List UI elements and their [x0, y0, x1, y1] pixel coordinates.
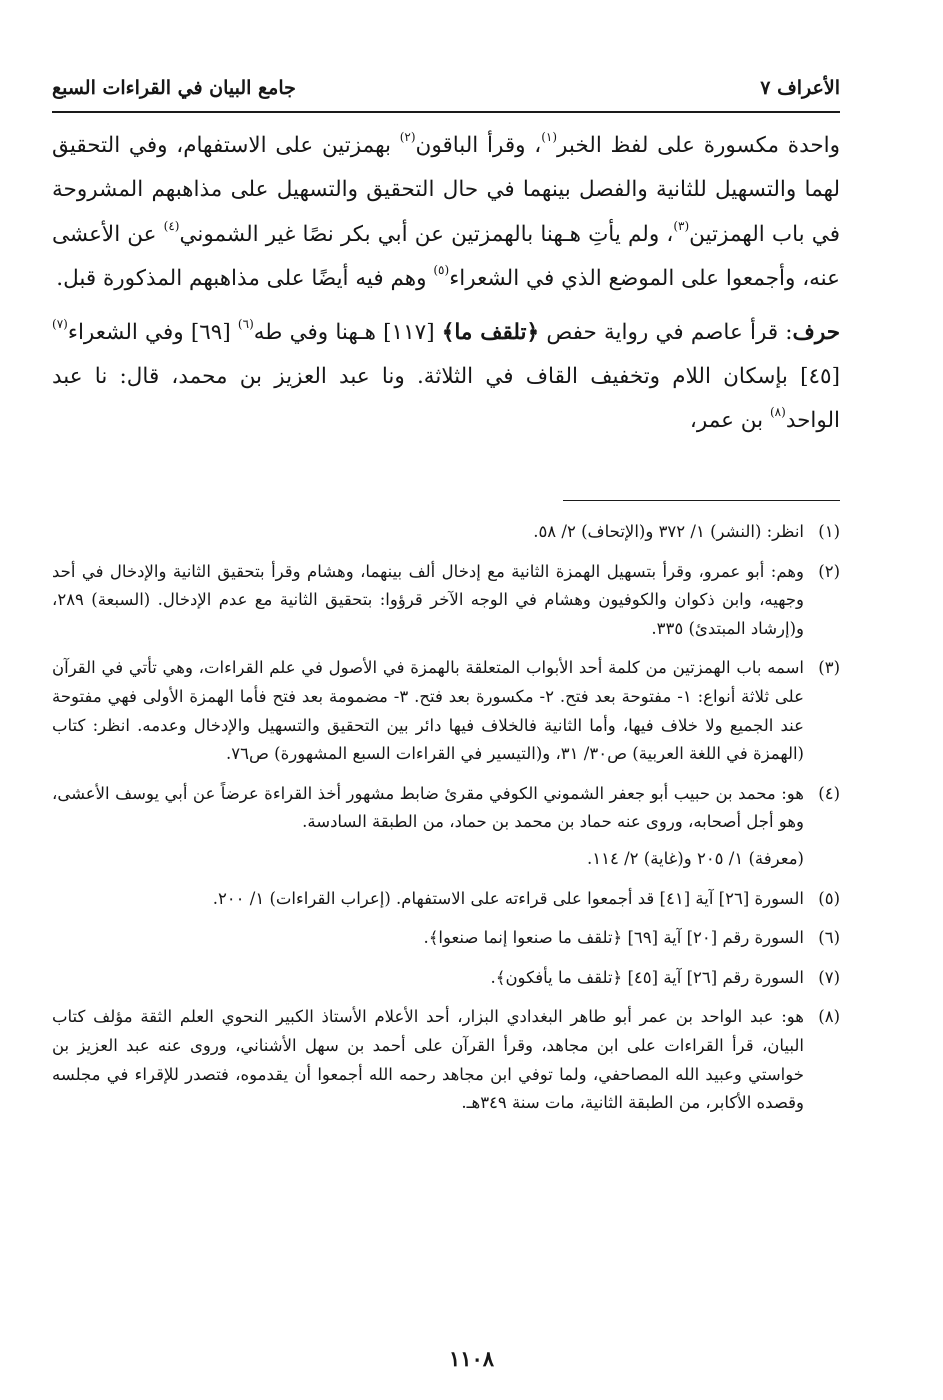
footnote-number: (٤): [818, 783, 840, 803]
footnote-text: انظر: (النشر) ١/ ٣٧٢ و(الإتحاف) ٢/ ٥٨.: [533, 522, 804, 541]
footnote-text: وهم: أبو عمرو، وقرأ بتسهيل الهمزة الثانية مع إدخال ألف بينهما، وهشام وقرأ بتحقيق الثانية والإدخال في أحد وجهيه، وابن ذكوان والكوفيون وهشام في الوجه الآخر قرؤوا: بتحقيق الثانية مع عدم الإدخال. (السبعة) ٢٨٩، و(إرشاد المبتدئ) ٣٣٥.: [52, 561, 804, 638]
footnote: [52, 654, 840, 768]
quran-quote: ﴿تلقف ما﴾: [441, 319, 540, 345]
footnote-marker: (٦): [237, 316, 254, 331]
footnote: [52, 518, 840, 547]
footnote-number: (٣): [818, 658, 840, 678]
footnote-marker: (٧): [52, 316, 68, 331]
footnote-marker: (٤): [163, 218, 180, 233]
section-keyword: حرف: [792, 319, 840, 345]
footnote-text: هو: عبد الواحد بن عمر أبو طاهر البغدادي البزار، أحد الأعلام الأستاذ الكبير النحوي العلم الثقة مؤلف كتاب البيان، قرأ القراءات على ابن مجاهد، وقرأ القرآن على أحمد بن سهل الأشناني، وروى عنه عبد العزيز بن خواستي وعبيد الله المصاحفي، ولما توفي ابن مجاهد رحمه الله أجمعوا أن يقدموه، فتصدر للإقراء في مجلسه وقصده الأكابر، من الطبقة الثانية، مات سنة ٣٤٩هـ.: [52, 1007, 804, 1113]
footnote: [52, 924, 840, 953]
footnote-marker: (١): [541, 130, 558, 144]
footnote-number: (٧): [818, 967, 840, 987]
footnote-marker: (٣): [673, 218, 690, 233]
header-chapter: الأعراف ٧: [760, 77, 840, 99]
footnote-number: (٥): [818, 888, 840, 908]
footnote-text: السورة رقم [٢٦] آية [٤٥] ﴿تلقف ما يأفكون﴾.: [490, 967, 804, 987]
page-number: ١١٠٨: [448, 1346, 495, 1371]
running-header: [52, 68, 840, 108]
footnote-number: (٨): [818, 1007, 840, 1027]
footnote-text: اسمه باب الهمزتين من كلمة أحد الأبواب المتعلقة بالهمزة في الأصول في علم القراءات، وهي تأتي في القرآن على ثلاثة أنواع: ١- مفتوحة بعد فتح. ٢- مكسورة بعد فتح. ٣- مضمومة بعد فتح فأما الهمزة الأولى فهي مفتوحة عند الجميع ولا خلاف فيها، وأما الثانية فالخلاف فيها دائر بين التحقيق والتسهيل والإدخال وعدمه. انظر: كتاب (الهمزة في اللغة العربية) ص٣٠/ ٣١، و(التيسير في القراءات السبع المشهورة) ص٧٦.: [52, 658, 804, 764]
footnote-reference: (معرفة) ١/ ٢٠٥ و(غاية) ٢/ ١١٤.: [586, 848, 804, 868]
footnote-marker: (٨): [769, 405, 786, 420]
footnote-text: السورة [٢٦] آية [٤١] قد أجمعوا على قراءته على الاستفهام. (إعراب القراءات) ١/ ٢٠٠.: [212, 888, 804, 908]
header-rule: [52, 111, 840, 113]
header-book-title: جامع البيان في القراءات السبع: [52, 77, 296, 99]
footnote-marker: (٢): [399, 130, 416, 144]
footnote: [52, 558, 840, 644]
main-text: [52, 124, 840, 444]
main-paragraph-1: واحدة مكسورة على لفظ الخبر$^{(١)}$، وقرأ الباقون$^{(٢)}$ بهمزتين على الاستفهام، وفي التحقيق لهما والتسهيل للثانية والفصل بينهما في حال التحقيق والتسهيل على مذاهبهم المشروحة في باب الهمزتين$^{(٣)}$، ولم يأتِ هـهنا بالهمزتين عن أبي بكر نصًا غير الشموني$^{(٤)}$ عن الأعشى عنه، وأجمعوا على الموضع الذي في الشعراء$^{(٥)}$ وهم فيه أيضًا على مذاهبهم المذكورة قبل.: [52, 130, 841, 292]
footnote-marker: (٥): [433, 263, 450, 278]
footnote-text: السورة رقم [٢٠] آية [٦٩] ﴿تلقف ما صنعوا إنما صنعوا﴾.: [423, 928, 804, 948]
footnote-number: (٢): [818, 561, 840, 581]
footnote-number: (١): [818, 522, 840, 541]
footnote: [52, 1003, 840, 1117]
footnote: [52, 780, 840, 874]
footnote-number: (٦): [818, 928, 840, 948]
footnote: [52, 885, 840, 914]
footnote-separator: [563, 500, 840, 501]
footnote: [52, 964, 840, 993]
footnotes: [52, 518, 840, 1118]
main-paragraph-2: حرف: قرأ عاصم في رواية حفص ﴿تلقف ما﴾ [١١٧] هـهنا وفي طه$^{(٦)}$ [٦٩] وفي الشعراء$^{(٧)}$ [٤٥] بإسكان اللام وتخفيف القاف في الثلاثة. ونا عبد العزيز بن محمد، قال: نا عبد الواحد$^{(٨)}$ بن عمر،: [52, 316, 840, 434]
footnote-text: هو: محمد بن حبيب أبو جعفر الشموني الكوفي مقرئ ضابط مشهور أخذ القراءة عرضاً عن أبي يوسف الأعشى، وهو أجل أصحابه، وروى عنه حماد بن محمد بن حماد، من الطبقة السادسة.: [52, 783, 804, 832]
